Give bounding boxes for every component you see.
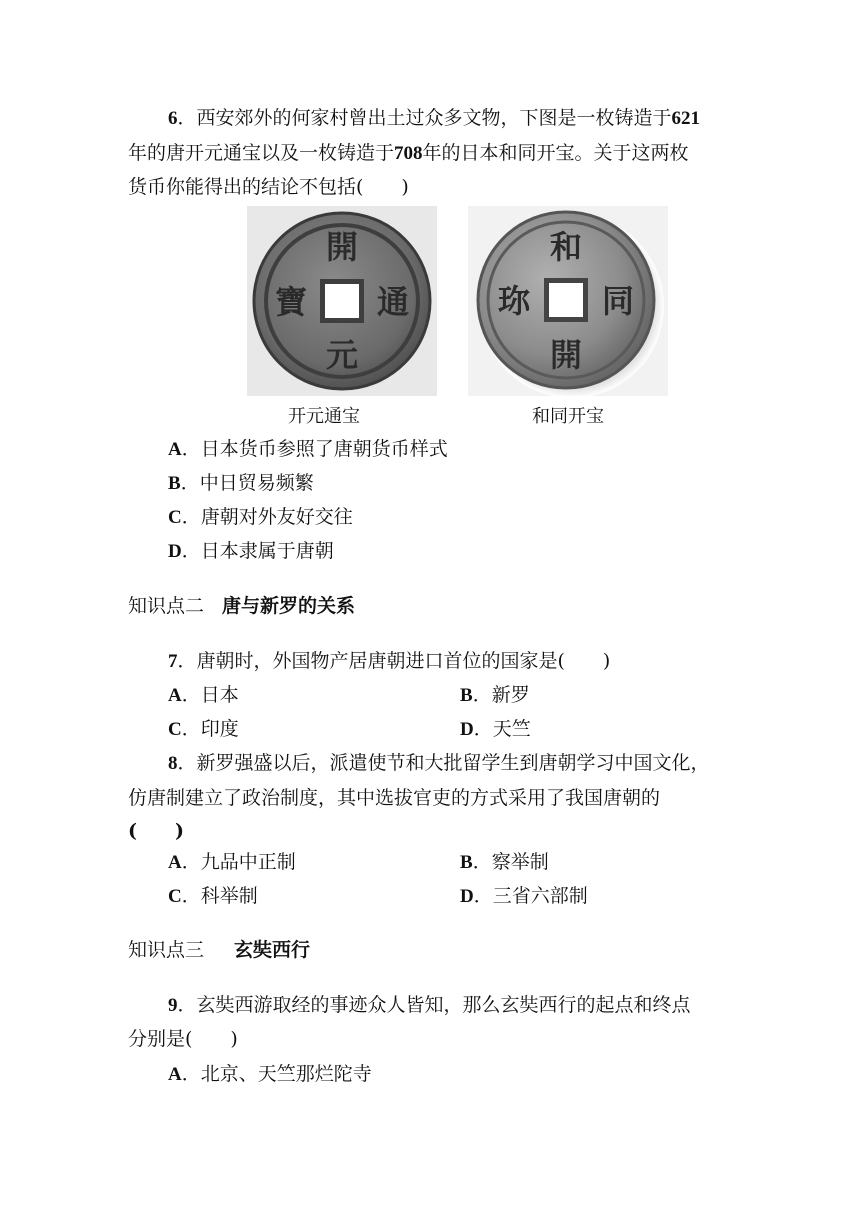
q6-text-1: ．西安郊外的何家村曾出土过众多文物，下图是一枚铸造于 (177, 107, 672, 129)
q6-option-c[interactable] (168, 504, 353, 531)
option-text: ．天竺 (473, 718, 531, 740)
option-letter: D (168, 541, 182, 562)
q6-text-2b: 年的日本和同开宝。关于这两枚 (422, 142, 689, 164)
option-text: ．北京、天竺那烂陀寺 (181, 1063, 372, 1085)
q7-option-a[interactable] (168, 682, 239, 709)
option-text: ．日本货币参照了唐朝货币样式 (181, 438, 448, 460)
q6-text-2a: 年的唐开元通宝以及一枚铸造于 (128, 142, 395, 164)
q8-line-2 (128, 785, 660, 811)
q6-line-1 (168, 105, 700, 132)
option-letter: D (460, 886, 474, 907)
option-text: ．日本隶属于唐朝 (181, 540, 334, 562)
q7-option-c[interactable] (168, 716, 239, 743)
option-text: ．印度 (181, 718, 239, 740)
option-letter: D (460, 719, 474, 740)
option-letter: C (168, 507, 182, 528)
q9-line-2 (128, 1026, 238, 1052)
q6-option-a[interactable] (168, 436, 448, 463)
coin2-char-top: 和 (549, 228, 583, 266)
q6-text-3: 货币你能得出的结论不包括( ) (128, 176, 409, 198)
q8-option-b[interactable] (460, 849, 549, 876)
wado-kaiho-coin-image (468, 206, 668, 396)
q6-year-621: 621 (671, 108, 701, 129)
q8-text-1: ．新罗强盛以后，派遣使节和大批留学生到唐朝学习中国文化， (177, 752, 710, 774)
q8-number: 8 (168, 753, 178, 774)
q8-text-3: ( ) (128, 820, 184, 842)
section-heading-3 (128, 937, 310, 963)
option-letter: B (460, 685, 473, 706)
q6-option-d[interactable] (168, 538, 334, 565)
q7-line-1 (168, 648, 610, 675)
q8-option-d[interactable] (460, 883, 588, 910)
option-text: ．三省六部制 (473, 885, 588, 907)
option-letter: A (168, 685, 182, 706)
coin1-char-bottom: 元 (325, 336, 359, 374)
option-text: ．新罗 (472, 684, 530, 706)
coin2-char-left: 珎 (497, 282, 531, 320)
q6-year-708: 708 (394, 143, 423, 164)
q6-option-b[interactable] (168, 470, 314, 497)
option-text: ．唐朝对外友好交往 (181, 506, 353, 528)
q8-text-2: 仿唐制建立了政治制度，其中选拔官吏的方式采用了我国唐朝的 (128, 787, 661, 809)
option-text: ．察举制 (472, 851, 549, 873)
section-3-title: 玄奘西行 (234, 939, 311, 961)
coin2-caption: 和同开宝 (532, 406, 604, 427)
q6-line-3 (128, 174, 409, 200)
option-letter: A (168, 852, 182, 873)
kaiyuan-coin-image (247, 206, 437, 396)
coin2-char-right: 同 (601, 282, 635, 320)
q7-number: 7 (168, 651, 178, 672)
q8-line-3 (128, 818, 184, 844)
q6-line-2 (128, 140, 689, 167)
option-letter: B (168, 473, 181, 494)
coin1-char-top: 開 (325, 228, 359, 266)
coin2-char-bottom: 開 (549, 336, 583, 374)
section-2-title: 唐与新罗的关系 (222, 595, 356, 617)
q6-number: 6 (168, 108, 178, 129)
coin1-char-right: 通 (376, 283, 410, 321)
option-text: ．中日贸易频繁 (180, 472, 314, 494)
section-3-label: 知识点三 (128, 939, 205, 961)
q9-text-2: 分别是( ) (128, 1028, 238, 1050)
q9-line-1 (168, 992, 691, 1019)
coin1-char-left: 寶 (274, 283, 308, 321)
option-letter: B (460, 852, 473, 873)
option-letter: A (168, 1064, 182, 1085)
q7-option-d[interactable] (460, 716, 531, 743)
q7-text: ．唐朝时，外国物产居唐朝进口首位的国家是( ) (177, 650, 611, 672)
q8-option-a[interactable] (168, 849, 296, 876)
q8-line-1 (168, 750, 710, 777)
section-2-label: 知识点二 (128, 595, 205, 617)
section-heading-2 (128, 593, 355, 619)
q9-text-1: ．玄奘西游取经的事迹众人皆知，那么玄奘西行的起点和终点 (177, 994, 691, 1016)
q9-option-a[interactable] (168, 1061, 372, 1088)
option-letter: C (168, 886, 182, 907)
option-text: ．科举制 (181, 885, 258, 907)
option-letter: A (168, 439, 182, 460)
option-text: ．日本 (181, 684, 239, 706)
option-letter: C (168, 719, 182, 740)
q9-number: 9 (168, 995, 178, 1016)
q7-option-b[interactable] (460, 682, 530, 709)
q8-option-c[interactable] (168, 883, 258, 910)
coin1-caption: 开元通宝 (288, 406, 360, 427)
option-text: ．九品中正制 (181, 851, 296, 873)
